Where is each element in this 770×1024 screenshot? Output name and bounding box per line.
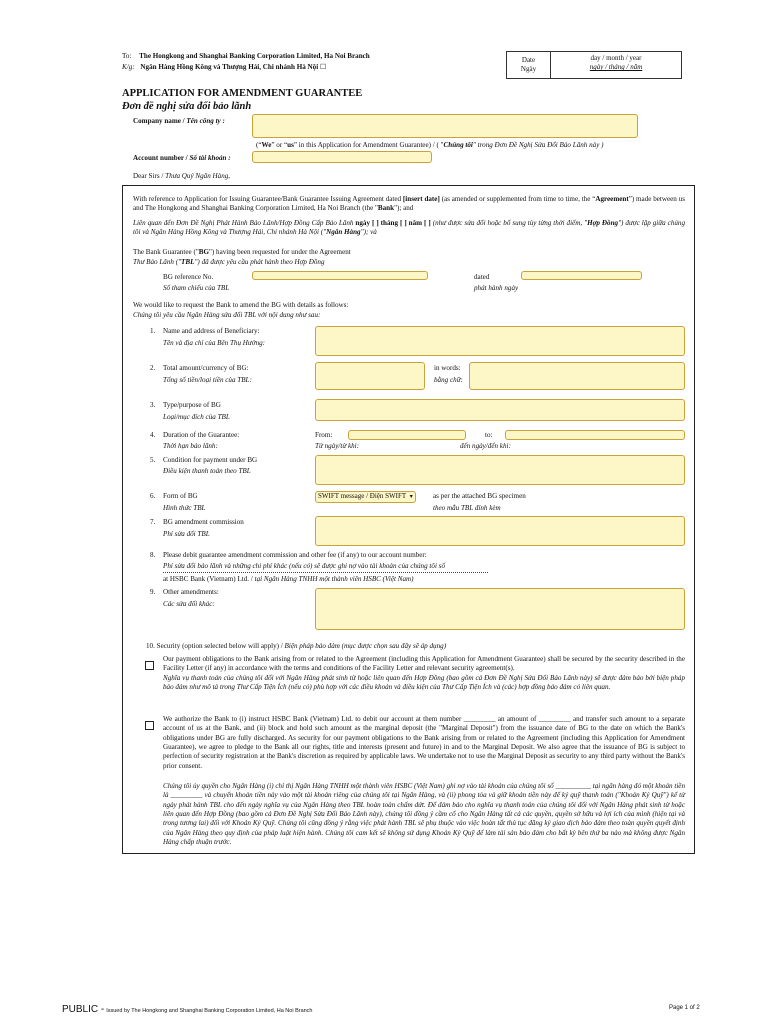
bg-ref-label-vn: Số tham chiếu của TBL (163, 284, 230, 292)
in-words-label-vn: bằng chữ: (434, 376, 463, 384)
security-option-1-checkbox[interactable] (145, 661, 154, 670)
title-vn: Đơn đề nghị sửa đổi bảo lãnh (122, 101, 252, 112)
dear-vn: Thưa Quý Ngân Hàng, (165, 172, 231, 180)
bg-p3a: The Bank Guarantee (" (133, 248, 199, 256)
item-4-num: 4. (150, 431, 156, 439)
intro-p2c: (như được sửa đổi hoặc bổ sung tùy từng thời điểm, " (432, 219, 588, 227)
footer-issued: Issued by The Hongkong and Shanghai Banking Corporation Limited, Ha Noi Branch (106, 1008, 313, 1014)
item-7-label-vn: Phí sửa đổi TBL (163, 530, 210, 538)
page-number: Page 1 of 2 (669, 1005, 700, 1011)
item-9-num: 9. (150, 588, 156, 596)
we-note-c: ” in this Application for Amendment Guarantee) / ( " (293, 141, 444, 149)
form-of-bg-value: SWIFT message / Điện SWIFT (318, 492, 407, 500)
date-format: day / month / year (590, 54, 642, 62)
item-2-label-vn: Tổng số tiền/loại tiền của TBL: (163, 376, 252, 384)
intro-p1e: ”) made between us and The Hongkong and Shanghai Banking Corporation Limited, Ha Noi Branch (the " (133, 195, 685, 213)
account-label-vn: Số tài khoản : (189, 154, 231, 162)
request-vn: Chúng tôi yêu cầu Ngân Hàng sửa đổi TBL với nội dung như sau: (133, 311, 321, 319)
security-option-2-en: We authorize the Bank to (i) instruct HSBC Bank (Vietnam) Ltd. to debit our account at them number _________ an amount of _________ and transfer such amount to a separate account of us at the Bank, and (ii) block and hold such amount as the marginal deposit (the "Marginal Deposit") from the issuance date of BG to the date on which the Bank's obligations under BG are fully discharged. As security for our payment obligations to the Bank arising from or related to the Agreement (including this Application for Amendment Guarantee), we agree to pledge to the Bank all our rights, title and interests (present and future) in and to the Marginal Deposit. We also agree that the issuance of BG is subject to perfection of security registration at the Bank's discretion as required by applicable laws. We undertake not to use the Marginal Deposit as security to any third party without the Bank's prior consent. (163, 715, 685, 770)
to-value: The Hongkong and Shanghai Banking Corporation Limited, Ha Noi Branch (139, 52, 370, 60)
from-date-field[interactable] (348, 430, 466, 440)
date-format-vn: ngày / tháng / năm (589, 63, 643, 72)
account-number-field[interactable] (252, 151, 432, 163)
intro-ngan-hang: Ngân Hàng (326, 228, 361, 237)
date-label-vn: Ngày (520, 65, 537, 74)
item-4-label: Duration of the Guarantee: (163, 431, 240, 439)
hsbc-vn-line (163, 575, 413, 584)
security-option-1-en: Our payment obligations to the Bank arising from or related to the Agreement (including this Application for Amendment Guarantee) shall be secured by the security described in the Facility Letter (if any) in accordance with the terms and conditions of the Facility Letter and relevant security agreement(s). (163, 655, 685, 673)
kg-line (122, 63, 326, 72)
kg-label: K/g: (122, 63, 135, 71)
item-8-label-vn: Phí sửa đổi bảo lãnh và những chi phí khác (nếu có) sẽ được ghi nợ vào tài khoản của chúng tôi số (163, 562, 445, 570)
company-name-field[interactable] (252, 114, 638, 138)
from-label: From: (315, 431, 333, 439)
intro-p1g: "); and (394, 204, 414, 213)
item-8-label: Please debit guarantee amendment commission and other fee (if any) to our account number: (163, 551, 427, 559)
intro-p1c: (as amended or supplemented from time to time, the “ (441, 195, 596, 203)
item-1-num: 1. (150, 327, 156, 335)
item-7-num: 7. (150, 518, 156, 526)
intro-insert-date: [insert date] (402, 195, 440, 203)
security-line (146, 642, 446, 651)
from-label-vn: Từ ngày/từ khi: (315, 442, 359, 450)
security-option-2-vn: Chúng tôi ủy quyền cho Ngân Hàng (i) chỉ thị Ngân Hàng TNHH một thành viên HSBC (Việt Nam) ghi nợ vào tài khoản của chúng tôi số __________ tại ngân hàng đó một khoản tiền là _________ và chuyển khoản tiền này vào một tài khoản riêng của chúng tôi tại Ngân Hàng, và (ii) phong tỏa và giữ khoản tiền này để ký quỹ thanh toán ("Khoản Ký Quỹ") kể từ ngày phát hành TBL cho đến ngày nghĩa vụ của Ngân Hàng theo TBL hoàn toàn chấm dứt. Để đảm bảo cho nghĩa vụ thanh toán của chúng tôi đối với Ngân Hàng phát sinh từ hoặc liên quan đến Hợp Đồng (bao gồm cả Đơn Đề Nghị Sửa Đổi Bảo Lãnh này), chúng tôi đồng ý cầm cố cho Ngân Hàng tất cả các quyền, quyền sở hữu và lợi ích của mình (hiện tại và trong tương lai) đối với Khoản Ký Quỹ. Chúng tôi cũng đồng ý rằng việc phát hành TBL sẽ phụ thuộc vào việc hoàn tất thủ tục đăng ký giao dịch bảo đảm theo toàn quyền quyết định của Ngân Hàng theo quy định của pháp luật hiện hành. Chúng tôi cam kết sẽ không sử dụng Khoản Ký Quỹ để làm tài sản bảo đảm cho bất kỳ bên thứ ba nào mà không được Ngân Hàng chấp thuận trước. (163, 782, 685, 847)
amount-field[interactable] (315, 362, 425, 390)
us-word: us (287, 141, 294, 149)
security-option-1-vn: Nghĩa vụ thanh toán của chúng tôi đối với Ngân Hàng phát sinh từ hoặc liên quan đến Hợp Đồng (bao gồm cả Đơn Đề Nghị Sửa Đổi Bảo Lãnh này) sẽ được đảm bảo bởi biện pháp bảo đảm như mô tả trong Thư Cấp Tiện Ích (nếu có) phù hợp với các điều khoản và điều kiện của Thư Cấp Tiện Ích và (các) hợp đồng bảo đảm có liên quan. (163, 674, 685, 692)
specimen-note-vn: theo mẫu TBL đính kèm (433, 504, 501, 512)
intro-p1: With reference to Application for Issuing Guarantee/Bank Guarantee Issuing Agreement dated (133, 195, 402, 203)
item-9-label-vn: Các sửa đổi khác: (163, 600, 215, 608)
item-1-label: Name and address of Beneficiary: (163, 327, 260, 335)
date-label: Date (521, 56, 536, 64)
to-label: To: (122, 52, 132, 60)
we-note-b: ” or “ (271, 141, 288, 149)
footer-left (62, 1003, 313, 1016)
form-of-bg-select[interactable] (315, 491, 416, 503)
company-label-en: Company name / (133, 117, 185, 125)
we-word: We (261, 141, 272, 149)
payment-condition-field[interactable] (315, 455, 685, 485)
dear-line (133, 172, 230, 181)
hsbc-vn-en: at HSBC Bank (Vietnam) Ltd. / (163, 575, 253, 583)
item-8-num: 8. (150, 551, 156, 559)
item-4-label-vn: Thời hạn bảo lãnh: (163, 442, 218, 450)
security-num: 10. (146, 642, 155, 650)
checkbox-glyph-icon: ☐ (319, 63, 327, 71)
account-label (133, 154, 231, 163)
dated-label: dated (474, 273, 490, 281)
bg-p3c: ") having been requested for under the Agreement (208, 248, 351, 256)
intro-p2-date: ngày [ ] tháng [ ] năm [ ] (355, 219, 431, 227)
bg-abbr: BG (198, 248, 209, 256)
intro-en (133, 195, 685, 214)
in-words-label: in words: (434, 364, 461, 372)
dear-en: Dear Sirs / (133, 172, 164, 180)
tbl-p4c: ") đã được yêu cầu phát hành theo Hợp Đồng (194, 258, 325, 266)
item-6-label: Form of BG (163, 492, 198, 500)
type-purpose-field[interactable] (315, 399, 685, 421)
company-label (133, 117, 225, 126)
item-9-label: Other amendments: (163, 588, 219, 596)
item-3-num: 3. (150, 401, 156, 409)
beneficiary-field[interactable] (315, 326, 685, 356)
bg-reference-field[interactable] (252, 271, 428, 280)
date-label-cell (507, 52, 551, 79)
item-5-num: 5. (150, 456, 156, 464)
other-amendments-field[interactable] (315, 588, 685, 630)
intro-bank: Bank (377, 204, 395, 213)
to-line (122, 52, 370, 61)
to-date-label-vn: đến ngày/đến khi: (460, 442, 511, 450)
to-date-label: to: (485, 431, 493, 439)
intro-p2e: ") được lập giữa chúng tôi và Ngân Hàng Hồng Kông và Thượng Hải, Chi nhánh Hà Nội (" (133, 219, 686, 237)
intro-agreement: Agreement (595, 195, 629, 203)
amount-words-field[interactable] (469, 362, 685, 390)
intro-hop-dong: Hợp Đồng (587, 219, 619, 227)
debit-account-line[interactable] (163, 572, 488, 573)
bg-dated-field[interactable] (521, 271, 642, 280)
to-date-field[interactable] (505, 430, 685, 440)
request-en: We would like to request the Bank to amend the BG with details as follows: (133, 301, 349, 309)
hsbc-vn-vn: tại Ngân Hàng TNHH một thành viên HSBC (Việt Nam) (254, 575, 414, 583)
item-2-label: Total amount/currency of BG: (163, 364, 249, 372)
security-option-2-checkbox[interactable] (145, 721, 154, 730)
date-input-cell[interactable] (551, 52, 682, 79)
commission-field[interactable] (315, 516, 685, 546)
item-3-label-vn: Loại/mục đích của TBL (163, 413, 230, 421)
dated-label-vn: phát hành ngày (474, 284, 519, 292)
intro-vn (133, 219, 685, 238)
security-vn: Biện pháp bảo đảm (mục được chọn sau đây sẽ áp dụng) (284, 642, 447, 650)
date-box (506, 51, 682, 79)
bg-request-line (133, 248, 351, 257)
item-6-num: 6. (150, 492, 156, 500)
item-1-label-vn: Tên và địa chỉ của Bên Thụ Hưởng: (163, 339, 266, 347)
item-2-num: 2. (150, 364, 156, 372)
intro-p2g: "); và (360, 228, 377, 237)
tbl-p4a: Thư Bảo Lãnh (" (133, 258, 182, 266)
we-note-d: " trong Đơn Đề Nghị Sửa Đổi Bảo Lãnh này ) (472, 141, 604, 149)
title-en: APPLICATION FOR AMENDMENT GUARANTEE (122, 88, 363, 99)
item-7-label: BG amendment commission (163, 518, 244, 526)
kg-value: Ngân Hàng Hồng Kông và Thượng Hải, Chi nhánh Hà Nội (140, 63, 319, 71)
item-5-label-vn: Điều kiện thanh toán theo TBL (163, 467, 251, 475)
chevron-down-icon: ▾ (409, 494, 413, 500)
company-label-vn: Tên công ty : (186, 117, 225, 125)
intro-p2: Liên quan đến Đơn Đề Nghị Phát Hành Bảo Lãnh/Hợp Đồng Cấp Bảo Lãnh (133, 219, 354, 227)
bg-ref-label: BG reference No. (163, 273, 214, 281)
tbl-abbr: TBL (181, 258, 195, 266)
item-3-label: Type/purpose of BG (163, 401, 221, 409)
specimen-note: as per the attached BG specimen (433, 492, 526, 500)
item-6-label-vn: Hình thức TBL (163, 504, 206, 512)
account-label-en: Account number / (133, 154, 188, 162)
footer-public: PUBLIC - (62, 1004, 105, 1015)
we-vn-word: Chúng tôi (443, 141, 473, 149)
we-note (256, 141, 604, 150)
we-note-a: (“ (256, 141, 262, 149)
security-en: Security (option selected below will apply) / (156, 642, 283, 650)
tbl-request-line (133, 258, 325, 267)
item-5-label: Condition for payment under BG (163, 456, 258, 464)
